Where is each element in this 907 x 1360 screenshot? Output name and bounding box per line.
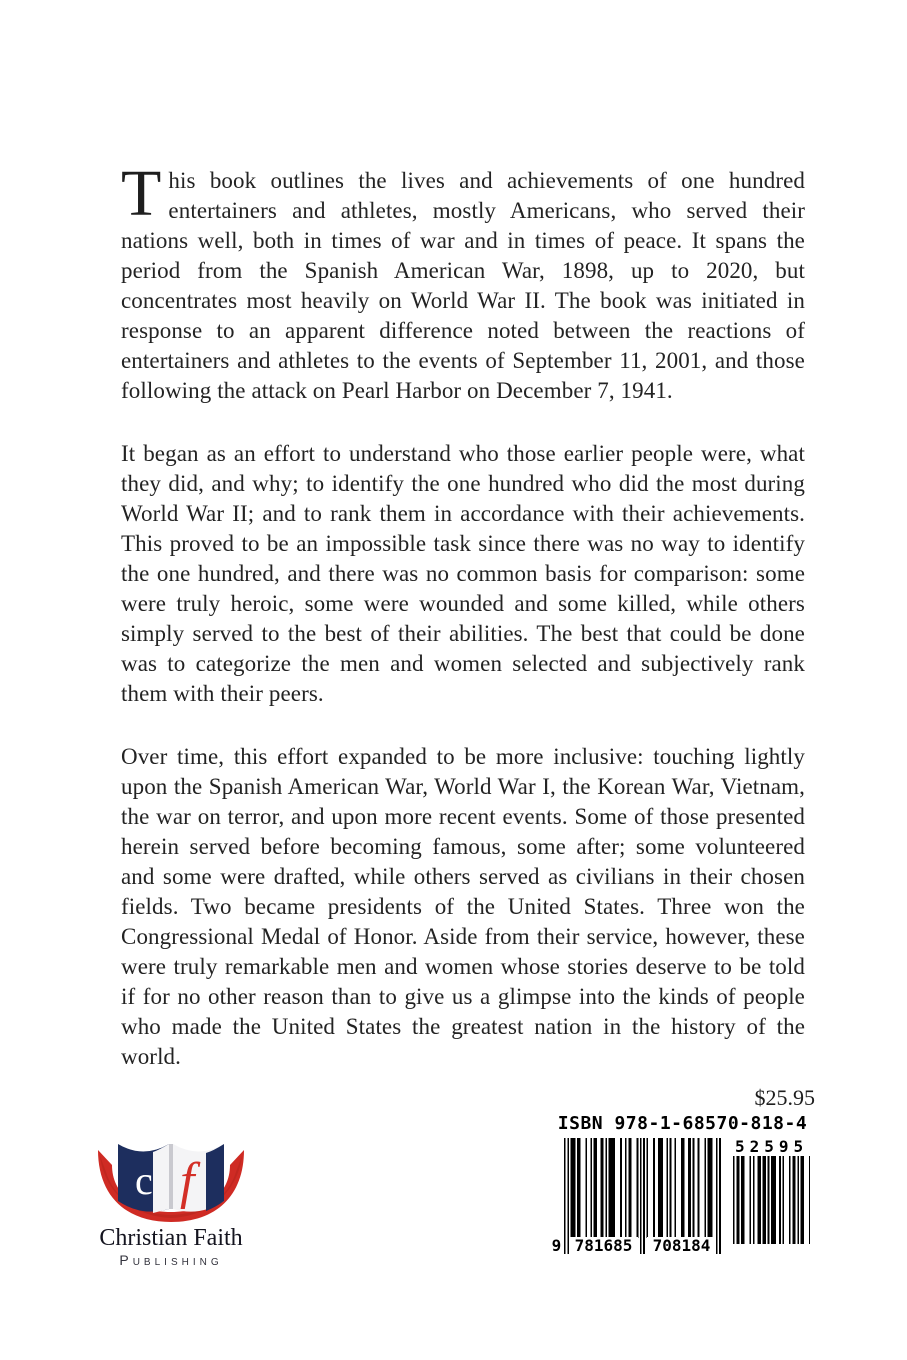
ean5-bars-image	[733, 1156, 811, 1244]
ean5-supplement-barcode	[733, 1138, 811, 1244]
logo-letter-f: f	[180, 1153, 195, 1210]
synopsis	[121, 157, 805, 1105]
publisher-subtitle: Publishing	[119, 1252, 223, 1268]
price-label: $25.95	[754, 1085, 815, 1110]
drop-cap: T	[121, 157, 162, 230]
isbn-barcode-block	[550, 1114, 815, 1254]
price-area	[550, 1086, 815, 1110]
supplement-price-code: 52595	[734, 1137, 809, 1156]
synopsis-paragraph-1-text: his book outlines the lives and achievements of one hundred entertainers and athletes, mostly Americans, who served their nations well, both in times of war and in times of peace. It spans the period from the Spanish American War, 1898, up to 2020, but concentrates most heavily on World War II. The book was initiated in response to an apparent difference noted between the reactions of entertainers and athletes to the events of September 11, 2001, and those following the attack on Pearl Harbor on December 7, 1941.	[121, 168, 805, 403]
open-book-logo-icon	[96, 1132, 246, 1224]
isbn-number-label: ISBN 978-1-68570-818-4	[557, 1113, 808, 1134]
barcode-digits-left: 781685	[569, 1237, 638, 1254]
barcode-bars-row	[550, 1138, 815, 1254]
logo-letter-c: c	[135, 1158, 153, 1203]
barcode-digits-right: 708184	[647, 1237, 716, 1254]
ean13-barcode	[550, 1138, 721, 1254]
publisher-name: Christian Faith	[99, 1225, 243, 1251]
synopsis-paragraph-1	[121, 157, 805, 406]
publisher-logo-block	[93, 1132, 249, 1268]
synopsis-paragraph-3: Over time, this effort expanded to be more inclusive: touching lightly upon the Spanish American War, World War I, the Korean War, Vietnam, the war on terror, and upon more recent events. Some of those presented herein served before becoming famous, some after; some volunteered and some were drafted, while others served as civilians in their chosen fields. Two became presidents of the United States. Three won the Congressional Medal of Honor. Aside from their service, however, these were truly remarkable men and women whose stories deserve to be told if for no other reason than to give us a glimpse into the kinds of people who made the United States the greatest nation in the history of the world.	[121, 744, 805, 1069]
barcode-digit-lead: 9	[551, 1236, 562, 1255]
synopsis-paragraph-2: It began as an effort to understand who those earlier people were, what they did, and why; to identify the one hundred who did the most during World War II; and to rank them in accordance with their achievements. This proved to be an impossible task since there was no way to identify the one hundred, and there was no common basis for comparison: some were truly heroic, some were wounded and some killed, while others simply served to the best of their abilities. The best that could be done was to categorize the men and women selected and subjectively rank them with their peers.	[121, 441, 805, 706]
